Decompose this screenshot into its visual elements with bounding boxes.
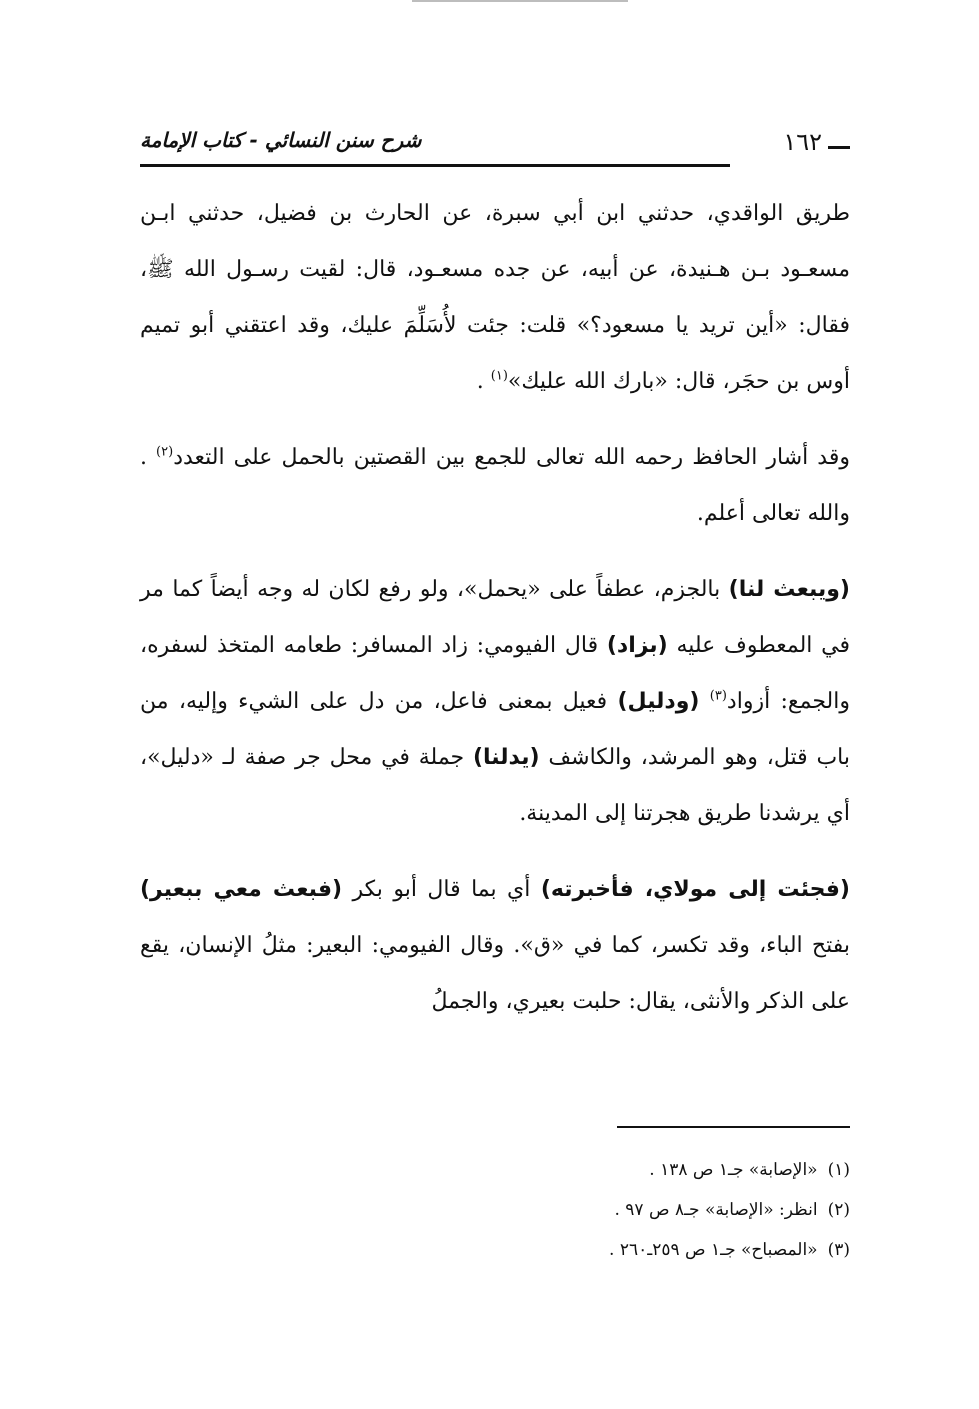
footnote-text: «الإصابة» جـ١ ص ١٣٨ . [649,1160,818,1180]
paragraph-1 [140,186,850,410]
footnote-marker: (٣) [709,688,727,704]
quoted-phrase: (ويبعث لنا) [728,577,850,602]
paragraph-text: وقد أشار الحافظ رحمه الله تعالى للجمع بين القصتين بالحمل على التعدد [173,445,850,470]
footnotes [140,1150,850,1270]
paragraph-4 [140,862,850,1030]
running-title: شرح سنن النسائي - كتاب الإمامة [140,128,422,152]
footnote-text: «المصباح» جـ١ ص ٢٥٩ـ٢٦٠ . [609,1240,818,1260]
paragraph-text: . [476,369,491,394]
footnote-separator [617,1126,850,1128]
quoted-phrase: (فجئت إلى مولاي، فأخبرته) [540,877,850,902]
page-header [140,118,850,168]
footnote-2 [140,1190,850,1230]
footnote-3 [140,1230,850,1270]
paragraph-text [699,689,709,714]
header-rule [140,164,730,167]
footnote-marker: (١) [490,368,508,384]
paragraph-text: جملة في محل جر صفة لـ «دليل»، أي يرشدنا طريق هجرتنا إلى المدينة. [140,745,850,826]
paragraph-text: . والله تعالى أعلم. [140,445,850,526]
page-number: ١٦٢ [783,128,822,156]
quoted-phrase: (بزاد) [606,633,668,658]
paragraph-3 [140,562,850,842]
main-text [140,186,850,1042]
quoted-phrase: (ودليل) [617,689,700,714]
paragraph-2 [140,430,850,542]
footnote-text: انظر: «الإصابة» جـ٨ ص ٩٧ . [614,1200,818,1220]
footnote-number: (٢) [827,1200,850,1220]
top-edge-rule [412,0,628,2]
quoted-phrase: (فبعث معي ببعير) [140,877,343,902]
footnote-number: (١) [827,1160,850,1180]
footnote-marker: (٢) [156,444,174,460]
paragraph-text: أي بما قال أبو بكر [342,877,541,902]
paragraph-text: طريق الواقدي، حدثني ابن أبي سبرة، عن الحارث بن فضيل، حدثني ابـن مسعـود بـن هـنيدة، عن أبيه، عن جده مسعـود، قال: لقيت رسـول الله ﷺ، فقال: «أين تريد يا مسعود؟» قلت: جئت لأُسَلِّمَ عليك، وقد اعتقني أبو تميم أوس بن حجَر، قال: «بارك الله عليك» [140,201,850,394]
paragraph-text: فعيل بمعنى فاعل، من دل على الشيء وإليه، من باب قتل، وهو المرشد، والكاشف [140,689,850,770]
footnote-1 [140,1150,850,1190]
footnote-number: (٣) [827,1240,850,1260]
quoted-phrase: (يدلنا) [472,745,540,770]
paragraph-text: قال الفيومي: زاد المسافر: طعامه المتخذ لسفره، والجمع: أزواد [140,633,850,714]
paragraph-text: بالجزم، عطفاً على «يحمل»، ولو رفع لكان له وجه أيضاً كما مر في المعطوف عليه [140,577,850,658]
paragraph-text: بفتح الباء، وقد تكسر، كما في «ق». وقال الفيومي: البعير: مثلُ الإنسان، يقع على الذكر والأنثى، يقال: حلبت بعيري، والجملُ [140,933,850,1014]
page-number-dash [828,146,850,149]
